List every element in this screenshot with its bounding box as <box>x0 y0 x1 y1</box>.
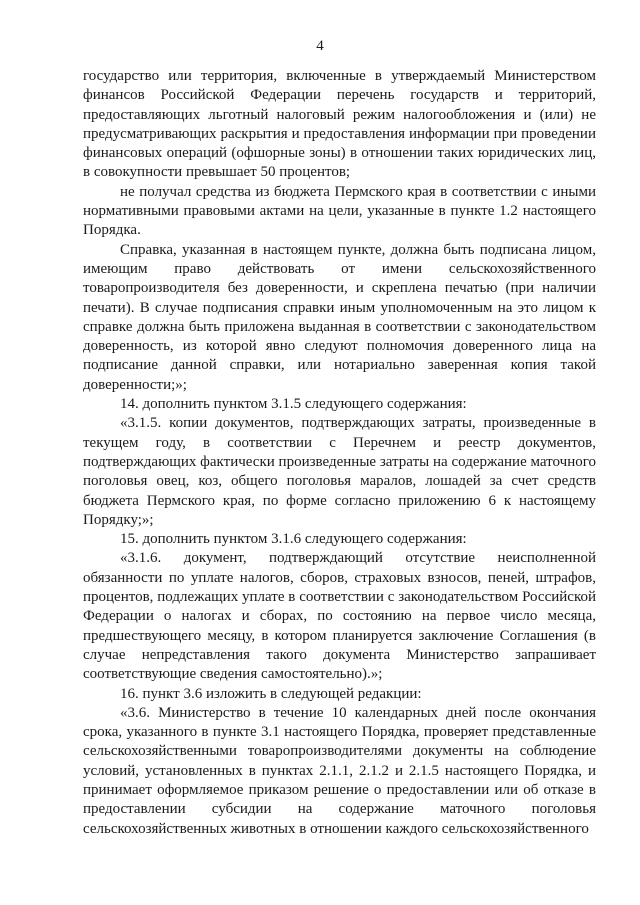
paragraph-clause-3-6: «3.6. Министерство в течение 10 календарных дней после окончания срока, указанного в пункте 3.1 настоящего Порядка, проверяет представленные сельскохозяйственными товаропроизводителями документы на соблюдение условий, установленных в пунктах 2.1.1, 2.1.2 и 2.1.5 настоящего Порядка, и принимает оформляемое приказом решение о предоставлении или об отказе в предоставлении субсидии на содержание маточного поголовья сельскохозяйственных животных в отношении каждого сельскохозяйственного <box>83 704 596 837</box>
document-body <box>83 67 596 839</box>
paragraph-item-14: 14. дополнить пунктом 3.1.5 следующего содержания: <box>120 396 467 413</box>
page-number: 4 <box>316 38 324 54</box>
paragraph-clause-3-1-5: «3.1.5. копии документов, подтверждающих затраты, произведенные в текущем году, в соответствии с Перечнем и реестр документов, подтверждающих фактически произведенные затраты на содержание маточного поголовья овец, коз, общего поголовья маралов, лошадей за счет средств бюджета Пермского края, по форме согласно приложению 6 к настоящему Порядку;»; <box>83 415 596 528</box>
paragraph-item-15: 15. дополнить пунктом 3.1.6 следующего содержания: <box>120 531 467 548</box>
paragraph-budget-funds: не получал средства из бюджета Пермского края в соответствии с иными нормативными правовыми актами на цели, указанные в пункте 1.2 настоящего Порядка. <box>83 183 596 239</box>
paragraph-item-16: 16. пункт 3.6 изложить в следующей редакции: <box>120 685 422 702</box>
paragraph-offshore-zones: государство или территория, включенные в утверждаемый Министерством финансов Российской Федерации перечень государств и территорий, предоставляющих льготный налоговый режим налогообложения и (или) не предусматривающих раскрытия и предоставления информации при проведении финансовых операций (офшорные зоны) в отношении таких юридических лиц, в совокупности превышает 50 процентов; <box>83 68 596 181</box>
paragraph-clause-3-1-6: «3.1.6. документ, подтверждающий отсутствие неисполненной обязанности по уплате налогов, сборов, страховых взносов, пеней, штрафов, процентов, подлежащих уплате в соответствии с законодательством Российской Федерации о налогах и сборах, по состоянию на первое число месяца, предшествующего месяцу, в котором планируется заключение Соглашения (в случае непредставления такого документа Министерство запрашивает соответствующие сведения самостоятельно).»; <box>83 550 596 683</box>
paragraph-certificate-signature: Справка, указанная в настоящем пункте, должна быть подписана лицом, имеющим право действовать от имени сельскохозяйственного товаропроизводителя без доверенности, и скреплена печатью (при наличии печати). В случае подписания справки иным уполномоченным на это лицом к справке должна быть приложена выданная в соответствии с законодательством доверенность, из которой явно следуют полномочия доверенного лица на подписание данной справки, или нотариально заверенная копия такой доверенности;»; <box>83 241 596 393</box>
